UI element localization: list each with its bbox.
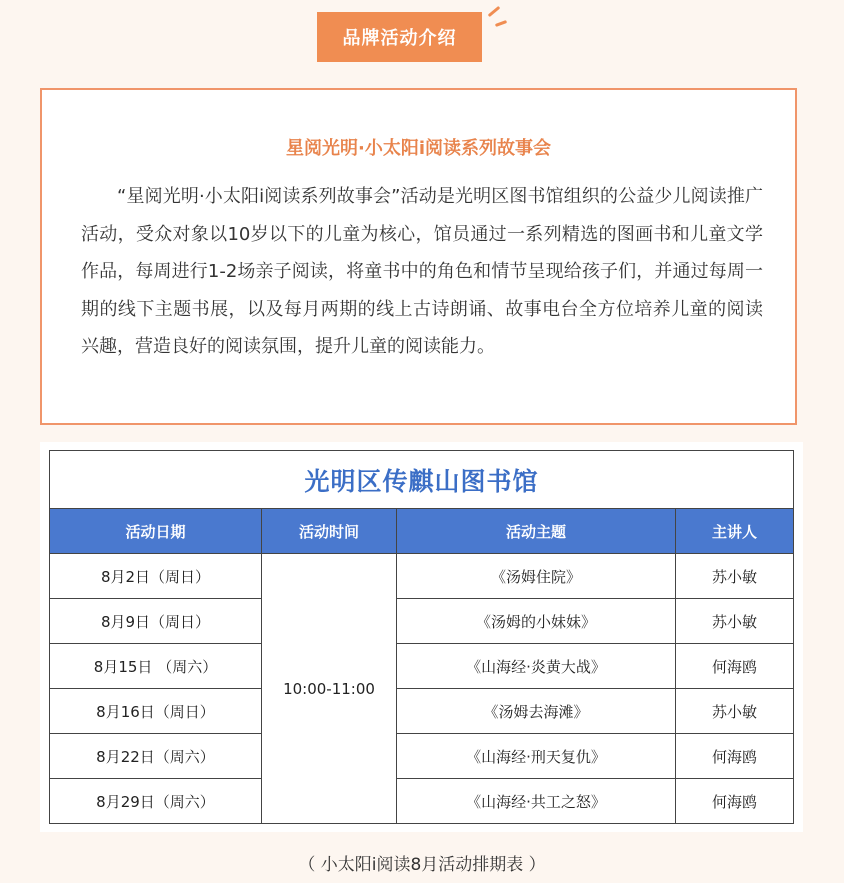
- table-row: [50, 644, 794, 689]
- intro-card: [40, 88, 797, 425]
- cell-date: 8月2日（周日）: [50, 554, 262, 599]
- cell-topic: 《山海经·刑天复仇》: [397, 734, 676, 779]
- table-caption: （ 小太阳i阅读8月活动排期表 ）: [298, 855, 546, 875]
- table-row: [50, 779, 794, 824]
- header-date: 活动日期: [50, 509, 262, 554]
- table-row: [50, 734, 794, 779]
- cell-date: 8月15日 （周六）: [50, 644, 262, 689]
- decoration-spark: [488, 6, 501, 17]
- cell-topic: 《汤姆的小妹妹》: [397, 599, 676, 644]
- section-tag: [317, 12, 482, 62]
- schedule-table: [49, 450, 794, 824]
- intro-title: 星阅光明·小太阳i阅读系列故事会: [285, 138, 551, 159]
- cell-speaker: 何海鸥: [676, 644, 794, 689]
- decoration-spark: [495, 20, 507, 27]
- cell-date: 8月16日（周日）: [50, 689, 262, 734]
- cell-speaker: 苏小敏: [676, 689, 794, 734]
- table-row: [50, 554, 794, 599]
- intro-paragraph: “星阅光明·小太阳i阅读系列故事会”活动是光明区图书馆组织的公益少儿阅读推广活动，受众对象以10岁以下的儿童为核心，馆员通过一系列精选的图画书和儿童文学作品，每周进行1-2场亲子阅读，将童书中的角色和情节呈现给孩子们，并通过每周一期的线下主题书展，以及每月两期的线上古诗朗诵、故事电台全方位培养儿童的阅读兴趣，营造良好的阅读氛围，提升儿童的阅读能力。: [81, 186, 763, 357]
- table-row: [50, 689, 794, 734]
- header-speaker: 主讲人: [676, 509, 794, 554]
- cell-speaker: 苏小敏: [676, 554, 794, 599]
- cell-topic: 《汤姆去海滩》: [397, 689, 676, 734]
- cell-speaker: 何海鸥: [676, 734, 794, 779]
- schedule-title: 光明区传麒山图书馆: [50, 451, 794, 509]
- cell-date: 8月22日（周六）: [50, 734, 262, 779]
- section-tag-label: 品牌活动介绍: [317, 12, 482, 62]
- header-time: 活动时间: [262, 509, 397, 554]
- cell-topic: 《山海经·共工之怒》: [397, 779, 676, 824]
- cell-topic: 《山海经·炎黄大战》: [397, 644, 676, 689]
- schedule-card: [40, 442, 803, 832]
- cell-date: 8月29日（周六）: [50, 779, 262, 824]
- cell-date: 8月9日（周日）: [50, 599, 262, 644]
- cell-time: 10:00-11:00: [262, 554, 397, 824]
- cell-speaker: 何海鸥: [676, 779, 794, 824]
- cell-speaker: 苏小敏: [676, 599, 794, 644]
- table-row: [50, 599, 794, 644]
- header-topic: 活动主题: [397, 509, 676, 554]
- table-header-row: [50, 509, 794, 554]
- cell-topic: 《汤姆住院》: [397, 554, 676, 599]
